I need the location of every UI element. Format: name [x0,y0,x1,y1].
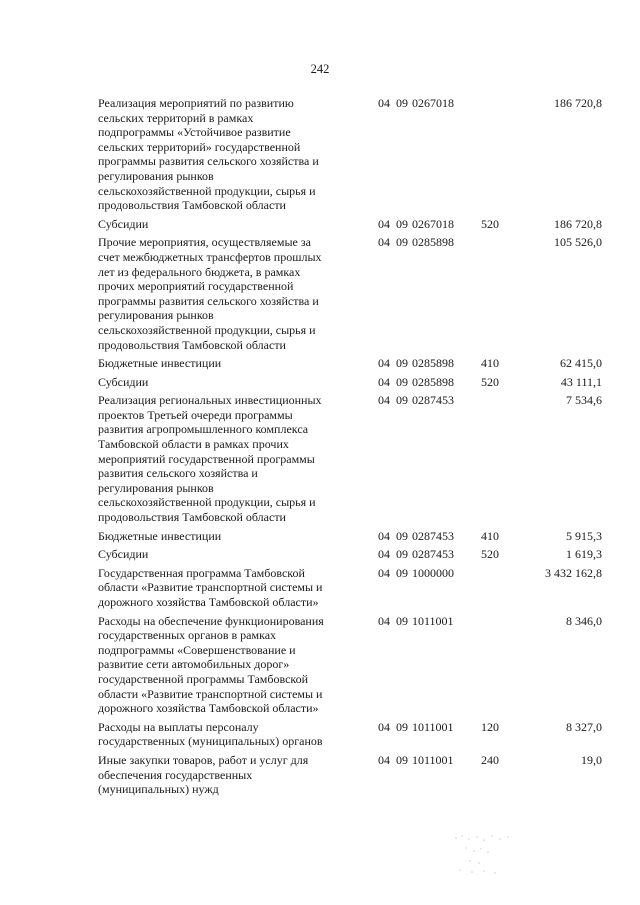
page-number: 242 [310,62,330,76]
row-section: 04 09 [378,528,408,543]
row-code: 0267018 [412,96,454,110]
row-type [472,96,508,213]
budget-table [98,96,602,801]
row-section: 04 09 [378,752,408,767]
row-amount: 105 526,0 [554,235,602,250]
row-code: 0285898 [412,374,454,389]
row-section: 04 09 [378,393,408,408]
row-description: Бюджетные инвестиции [98,528,222,543]
row-section: 04 09 [378,356,408,371]
table-row [98,375,602,390]
row-amount: 3 432 162,8 [545,565,602,580]
row-amount: 1 619,3 [566,547,602,562]
row-description: Субсидии [98,216,149,231]
row-section: 04 09 [378,216,408,231]
row-section: 04 09 [378,96,408,110]
row-amount: 8 327,0 [566,719,602,734]
row-description: Государственная программа Тамбовской области «Развитие транспортной системы и дорожного хозяйства Тамбовской области» [98,565,323,609]
row-section: 04 09 [378,547,408,562]
row-amount: 186 720,8 [554,96,602,110]
row-amount: 19,0 [581,752,602,767]
table-row [98,217,602,232]
row-type [472,393,508,524]
table-row [98,566,602,610]
row-code: 0287453 [412,393,454,408]
row-code: 0267018 [412,216,454,231]
row-type: 520 [481,374,499,389]
row-description: Субсидии [98,374,149,389]
row-description: Иные закупки товаров, работ и услуг для обеспечения государственных (муниципальных) нужд [98,752,309,797]
table-row [98,753,602,797]
row-description: Бюджетные инвестиции [98,356,222,371]
faint-stamp-mark [448,828,520,878]
row-amount: 7 534,6 [566,393,602,408]
row-section: 04 09 [378,235,408,250]
row-amount: 62 415,0 [560,356,602,371]
table-row [98,614,602,716]
row-section: 04 09 [378,719,408,734]
table-row [98,235,602,352]
row-code: 0287453 [412,528,454,543]
row-type [472,614,508,716]
row-type: 240 [481,752,499,767]
row-description: Реализация мероприятий по развитию сельских территорий в рамках подпрограммы «Устойчивое развитие сельских территорий» государственной программы развития сельского хозяйства и регулирования рынков сельскохозяйственной продукции, сырья и продовольствия Тамбовской области [98,96,319,213]
row-code: 1011001 [412,752,454,767]
row-code: 1011001 [412,613,454,628]
row-code: 0287453 [412,547,454,562]
table-row [98,96,602,213]
row-amount: 8 346,0 [566,613,602,628]
row-description: Реализация региональных инвестиционных проектов Третьей очереди программы развития агропромышленного комплекса Тамбовской области в рамках прочих мероприятий государственной программы развития сельского хозяйства и регулирования рынков сельскохозяйственной продукции, сырья и продовольствия Тамбовской области [98,393,322,525]
row-code: 0285898 [412,356,454,371]
row-type: 410 [481,356,499,371]
row-section: 04 09 [378,565,408,580]
row-section: 04 09 [378,613,408,628]
row-code: 1000000 [412,565,454,580]
row-amount: 5 915,3 [566,528,602,543]
row-amount: 43 111,1 [560,374,602,389]
row-description: Расходы на выплаты персоналу государственных (муниципальных) органов [98,719,323,749]
table-row [98,393,602,524]
row-type: 520 [481,547,499,562]
row-type [472,235,508,352]
row-code: 1011001 [412,719,454,734]
row-type: 520 [481,216,499,231]
row-type: 120 [481,719,499,734]
table-row [98,547,602,562]
row-description: Прочие мероприятия, осуществляемые за счет межбюджетных трансфертов прошлых лет из федерального бюджета, в рамках прочих мероприятий государственной программы развития сельского хозяйства и регулирования рынков сельскохозяйственной продукции, сырья и продовольствия Тамбовской области [98,235,322,352]
row-section: 04 09 [378,374,408,389]
table-row [98,356,602,371]
row-type: 410 [481,528,499,543]
table-row [98,529,602,544]
row-description: Расходы на обеспечение функционирования государственных органов в рамках подпрограммы «Совершенствование и развитие сети автомобильных дорог» государственной программы Тамбовской области «Развитие транспортной системы и дорожного хозяйства Тамбовской области» [98,613,324,716]
row-type [472,566,508,610]
row-amount: 186 720,8 [554,216,602,231]
table-row [98,720,602,749]
row-description: Субсидии [98,547,149,562]
row-code: 0285898 [412,235,454,250]
